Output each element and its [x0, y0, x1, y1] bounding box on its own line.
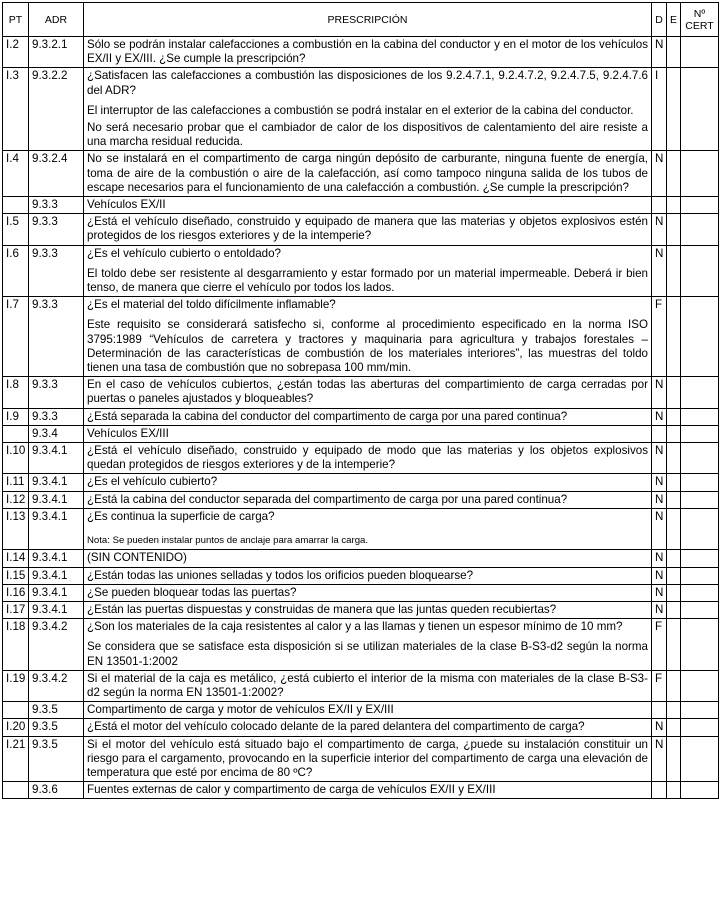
- row-e: [667, 670, 681, 701]
- row-adr: 9.3.4.1: [29, 491, 84, 508]
- table-row: [3, 670, 719, 701]
- prescription-text: Si el material de la caja es metálico, ¿está cubierto el interior de la misma con materiales de la clase B-S3-d2 según la norma EN 13501-1:2002?: [87, 671, 648, 699]
- row-e: [667, 619, 681, 671]
- row-adr: 9.3.2.4: [29, 151, 84, 197]
- row-adr: 9.3.5: [29, 736, 84, 782]
- row-adr: 9.3.4.1: [29, 567, 84, 584]
- row-pt: I.12: [3, 491, 29, 508]
- row-pt: I.8: [3, 377, 29, 408]
- row-prescription: [84, 443, 652, 474]
- header-e: E: [667, 3, 681, 37]
- prescription-text: ¿Está el vehículo diseñado, construido y equipado de modo que las materias y los objetos explosivos quedan protegidos de riesgos exteriores y de la intemperie?: [87, 444, 648, 472]
- table-row: [3, 197, 719, 214]
- row-cert: [681, 377, 719, 408]
- prescription-text: ¿Es el vehículo cubierto o entoldado?: [87, 246, 281, 260]
- row-e: [667, 425, 681, 442]
- prescription-text: Si el motor del vehículo está situado bajo el compartimento de carga, ¿puede su instalación constituir un riesgo para el cargamento, provocando en la superficie interior del compartimento de carga una elevación de temperatura que esté por encima de 80 ºC?: [87, 737, 648, 779]
- row-adr: 9.3.6: [29, 782, 84, 799]
- table-row: [3, 37, 719, 68]
- row-cert: [681, 425, 719, 442]
- row-d: N: [652, 151, 667, 197]
- row-prescription: [84, 619, 652, 671]
- row-cert: [681, 670, 719, 701]
- row-d: N: [652, 214, 667, 245]
- row-cert: [681, 719, 719, 736]
- row-d: N: [652, 601, 667, 618]
- row-cert: [681, 702, 719, 719]
- row-pt: I.5: [3, 214, 29, 245]
- prescription-text: ¿Es el material del toldo difícilmente inflamable?: [87, 298, 336, 312]
- prescription-text: Vehículos EX/II: [87, 198, 166, 212]
- row-prescription: [84, 37, 652, 68]
- row-d: N: [652, 567, 667, 584]
- row-adr: 9.3.3: [29, 377, 84, 408]
- table-row: [3, 702, 719, 719]
- prescription-text: Compartimento de carga y motor de vehículos EX/II y EX/III: [87, 703, 394, 717]
- row-cert: [681, 567, 719, 584]
- row-pt: I.14: [3, 550, 29, 567]
- row-prescription: [84, 702, 652, 719]
- row-e: [667, 702, 681, 719]
- row-pt: I.18: [3, 619, 29, 671]
- header-pt: PT: [3, 3, 29, 37]
- table-row: [3, 719, 719, 736]
- prescription-text: ¿Está el vehículo diseñado, construido y equipado de manera que las materias y objetos explosivos estén protegidos de los riesgos exteriores y de la intemperie?: [87, 215, 648, 243]
- row-cert: [681, 245, 719, 297]
- row-cert: [681, 408, 719, 425]
- prescription-text: ¿Se pueden bloquear todas las puertas?: [87, 585, 297, 599]
- row-e: [667, 37, 681, 68]
- row-d: [652, 702, 667, 719]
- row-d: N: [652, 408, 667, 425]
- row-prescription: [84, 151, 652, 197]
- header-d: D: [652, 3, 667, 37]
- row-adr: 9.3.3: [29, 408, 84, 425]
- row-prescription: [84, 68, 652, 151]
- row-adr: 9.3.5: [29, 719, 84, 736]
- row-pt: I.21: [3, 736, 29, 782]
- row-e: [667, 736, 681, 782]
- row-d: N: [652, 37, 667, 68]
- table-row: [3, 550, 719, 567]
- row-adr: 9.3.3: [29, 245, 84, 297]
- table-row: [3, 601, 719, 618]
- row-adr: 9.3.4.2: [29, 619, 84, 671]
- row-d: N: [652, 245, 667, 297]
- row-adr: 9.3.4.1: [29, 584, 84, 601]
- row-cert: [681, 197, 719, 214]
- row-adr: 9.3.3: [29, 197, 84, 214]
- table-row: [3, 443, 719, 474]
- row-e: [667, 151, 681, 197]
- row-cert: [681, 736, 719, 782]
- row-pt: [3, 782, 29, 799]
- prescription-text: ¿Satisfacen las calefacciones a combustión las disposiciones de los 9.2.4.7.1, 9.2.4.7.2, 9.2.4.7.5, 9.2.4.7.6 del ADR?: [87, 69, 648, 97]
- row-prescription: [84, 245, 652, 297]
- row-prescription: [84, 550, 652, 567]
- prescription-table: [2, 2, 719, 799]
- row-d: N: [652, 719, 667, 736]
- row-pt: [3, 702, 29, 719]
- row-prescription: [84, 297, 652, 377]
- row-d: F: [652, 670, 667, 701]
- row-d: [652, 197, 667, 214]
- row-e: [667, 408, 681, 425]
- row-pt: I.6: [3, 245, 29, 297]
- prescription-text: ¿Está el motor del vehículo colocado delante de la pared delantera del compartimento de carga?: [87, 720, 585, 734]
- row-cert: [681, 297, 719, 377]
- row-e: [667, 601, 681, 618]
- row-cert: [681, 37, 719, 68]
- prescription-note: Se considera que se satisface esta disposición si se utilizan materiales de la clase B-S3-d2 según la norma EN 13501-1:2002: [87, 640, 648, 668]
- row-cert: [681, 619, 719, 671]
- row-pt: I.9: [3, 408, 29, 425]
- row-adr: 9.3.3: [29, 297, 84, 377]
- row-pt: I.16: [3, 584, 29, 601]
- table-row: [3, 297, 719, 377]
- prescription-text: ¿Es continua la superficie de carga?: [87, 509, 275, 523]
- row-prescription: [84, 474, 652, 491]
- row-e: [667, 491, 681, 508]
- prescription-text: Sólo se podrán instalar calefacciones a combustión en la cabina del conductor y en el motor de los vehículos EX/II y EX/III. ¿Se cumple la prescripción?: [87, 38, 648, 66]
- row-prescription: [84, 670, 652, 701]
- prescription-text: (SIN CONTENIDO): [87, 551, 187, 565]
- row-e: [667, 474, 681, 491]
- row-pt: I.15: [3, 567, 29, 584]
- prescription-note: Este requisito se considerará satisfecho si, conforme al procedimiento especificado en la norma ISO 3795:1989 “Vehículos de carretera y tractores y maquinaria para agricultura y trabajos forestales – Determinación de las características de combustión de los materiales interiores”, las muestras del toldo tienen una tasa de combustión que no sobrepasa 100 mm/min.: [87, 318, 648, 375]
- row-pt: I.7: [3, 297, 29, 377]
- row-adr: 9.3.4: [29, 425, 84, 442]
- prescription-text: ¿Es el vehículo cubierto?: [87, 475, 218, 489]
- row-e: [667, 245, 681, 297]
- row-pt: I.2: [3, 37, 29, 68]
- table-row: [3, 584, 719, 601]
- row-prescription: [84, 567, 652, 584]
- row-prescription: [84, 584, 652, 601]
- row-e: [667, 443, 681, 474]
- row-prescription: [84, 408, 652, 425]
- table-row: [3, 425, 719, 442]
- row-prescription: [84, 736, 652, 782]
- table-row: [3, 408, 719, 425]
- prescription-text: ¿Está la cabina del conductor separada del compartimento de carga por una pared continua?: [87, 492, 568, 506]
- row-prescription: [84, 197, 652, 214]
- header-prescripcion: PRESCRIPCIÓN: [84, 3, 652, 37]
- prescription-note: El interruptor de las calefacciones a combustión se podrá instalar en el exterior de la cabina del conductor.: [87, 103, 634, 117]
- table-row: [3, 567, 719, 584]
- row-d: N: [652, 550, 667, 567]
- row-prescription: [84, 491, 652, 508]
- row-adr: 9.3.4.1: [29, 550, 84, 567]
- prescription-text: Fuentes externas de calor y compartimento de carga de vehículos EX/II y EX/III: [87, 783, 496, 797]
- row-adr: 9.3.2.2: [29, 68, 84, 151]
- table-row: [3, 245, 719, 297]
- row-d: N: [652, 443, 667, 474]
- row-adr: 9.3.5: [29, 702, 84, 719]
- prescription-text: ¿Están todas las uniones selladas y todos los orificios pueden bloquearse?: [87, 568, 474, 582]
- prescription-text: ¿Está separada la cabina del conductor del compartimento de carga por una pared continua?: [87, 409, 568, 423]
- row-d: [652, 782, 667, 799]
- table-row: [3, 736, 719, 782]
- row-cert: [681, 68, 719, 151]
- row-d: F: [652, 297, 667, 377]
- row-e: [667, 719, 681, 736]
- row-e: [667, 567, 681, 584]
- header-adr: ADR: [29, 3, 84, 37]
- row-cert: [681, 550, 719, 567]
- row-d: F: [652, 619, 667, 671]
- row-prescription: [84, 425, 652, 442]
- row-adr: 9.3.4.1: [29, 508, 84, 549]
- row-prescription: [84, 214, 652, 245]
- row-e: [667, 68, 681, 151]
- table-row: [3, 377, 719, 408]
- row-e: [667, 197, 681, 214]
- prescription-text: ¿Están las puertas dispuestas y construidas de manera que las juntas queden recubiertas?: [87, 602, 557, 616]
- row-prescription: [84, 719, 652, 736]
- row-d: N: [652, 491, 667, 508]
- row-e: [667, 297, 681, 377]
- row-e: [667, 550, 681, 567]
- prescription-note: El toldo debe ser resistente al desgarramiento y estar formado por un material impermeable. Deberá ir bien tenso, de manera que cierre el vehículo por todos los lados.: [87, 266, 648, 295]
- row-cert: [681, 508, 719, 549]
- row-pt: I.4: [3, 151, 29, 197]
- row-cert: [681, 474, 719, 491]
- row-cert: [681, 601, 719, 618]
- row-pt: I.11: [3, 474, 29, 491]
- row-cert: [681, 214, 719, 245]
- prescription-text: No se instalará en el compartimento de carga ningún depósito de carburante, ninguna fuente de energía, toma de aire de la combustión o aire de la calefacción, así como tampoco ninguna salida de los tubos de escape necesarios para el funcionamiento de una calefacción a combustión. ¿Se cumple la prescripción?: [87, 152, 648, 194]
- row-e: [667, 782, 681, 799]
- row-adr: 9.3.4.2: [29, 670, 84, 701]
- row-d: I: [652, 68, 667, 151]
- row-d: N: [652, 508, 667, 549]
- row-pt: I.19: [3, 670, 29, 701]
- row-cert: [681, 443, 719, 474]
- row-adr: 9.3.3: [29, 214, 84, 245]
- row-e: [667, 584, 681, 601]
- row-d: N: [652, 474, 667, 491]
- table-row: [3, 491, 719, 508]
- row-prescription: [84, 377, 652, 408]
- row-pt: I.13: [3, 508, 29, 549]
- row-cert: [681, 584, 719, 601]
- row-pt: [3, 425, 29, 442]
- row-pt: I.17: [3, 601, 29, 618]
- row-adr: 9.3.4.1: [29, 601, 84, 618]
- table-row: [3, 474, 719, 491]
- prescription-text: ¿Son los materiales de la caja resistentes al calor y a las llamas y tienen un espesor mínimo de 10 mm?: [87, 620, 623, 634]
- table-row: [3, 782, 719, 799]
- row-cert: [681, 151, 719, 197]
- row-cert: [681, 782, 719, 799]
- row-pt: I.20: [3, 719, 29, 736]
- prescription-small-note: Nota: Se pueden instalar puntos de anclaje para amarrar la carga.: [87, 535, 369, 547]
- row-cert: [681, 491, 719, 508]
- table-row: [3, 619, 719, 671]
- table-row: [3, 151, 719, 197]
- table-header-row: [3, 3, 719, 37]
- row-d: N: [652, 377, 667, 408]
- row-adr: 9.3.4.1: [29, 474, 84, 491]
- prescription-text: Vehículos EX/III: [87, 426, 169, 440]
- row-d: N: [652, 584, 667, 601]
- row-d: [652, 425, 667, 442]
- prescription-note: No será necesario probar que el cambiador de calor de los dispositivos de calentamiento del aire resiste a una marcha residual reducida.: [87, 121, 648, 149]
- header-cert: Nº CERT: [681, 3, 719, 37]
- row-adr: 9.3.4.1: [29, 443, 84, 474]
- row-prescription: [84, 782, 652, 799]
- row-pt: [3, 197, 29, 214]
- table-row: [3, 214, 719, 245]
- table-row: [3, 68, 719, 151]
- row-prescription: [84, 601, 652, 618]
- table-row: [3, 508, 719, 549]
- row-pt: I.3: [3, 68, 29, 151]
- row-prescription: [84, 508, 652, 549]
- row-e: [667, 377, 681, 408]
- row-adr: 9.3.2.1: [29, 37, 84, 68]
- prescription-text: En el caso de vehículos cubiertos, ¿están todas las aberturas del compartimiento de carga cerradas por puertas o paneles ajustados y bloqueables?: [87, 378, 648, 406]
- row-e: [667, 214, 681, 245]
- row-pt: I.10: [3, 443, 29, 474]
- row-d: N: [652, 736, 667, 782]
- row-e: [667, 508, 681, 549]
